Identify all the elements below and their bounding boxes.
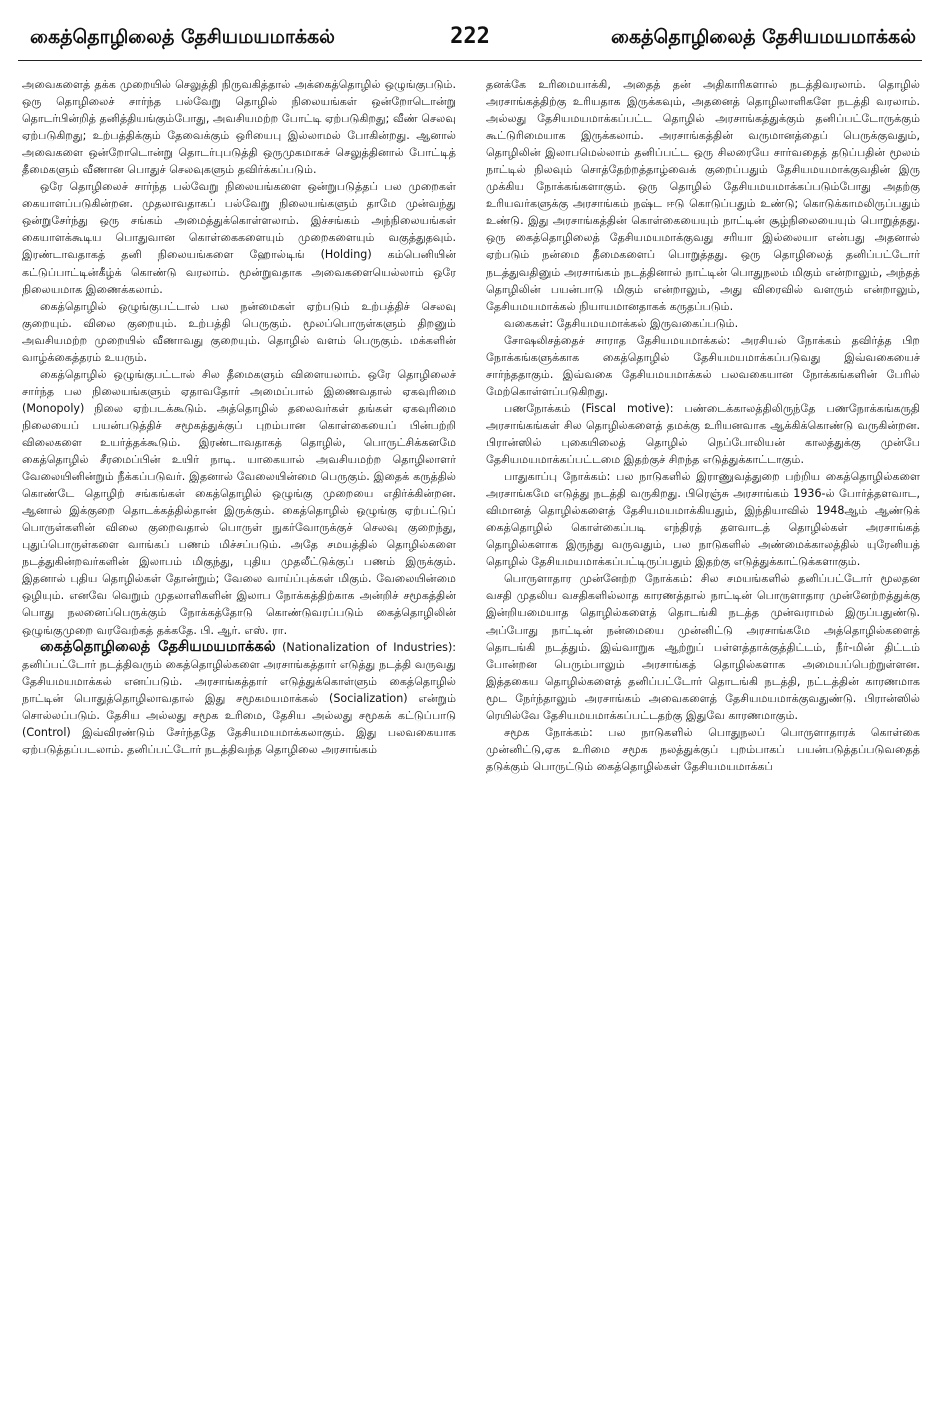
page-number: 222 bbox=[450, 24, 490, 49]
paragraph: வகைகள்: தேசியமயமாக்கல் இருவகைப்படும். bbox=[504, 316, 739, 330]
paragraph: கைத்தொழில் ஒழுங்குபட்டால் சில தீமைகளும் விளையலாம். ஒரே தொழிலைச் சார்ந்த பல நிலையங்களும் ஏதாவதோர் அமைப்பால் இணைவதால் ஏகவுரிமை (Monopoly) நிலை ஏற்படக்கூடும். அத்தொழில் தலைவர்கள் தங்கள் ஏகவுரிமை நிலையைப் பயன்படுத்திச் சமூகத்துக்குப் புறம்பான கொள்கையைப் பின்பற்றி விலைகளை உயர்த்தக்கூடும். இரண்டாவதாகத் தொழில், பொருட்சிக்கனமே கைத்தொழில் சீரமைப்பின் உயிர் நாடி. யாகையால் அவசியமற்ற தொழிலாளர் வேலையினின்றும் நீக்கப்படுவர். இதனால் வேலையின்மை பெருகும். இதைக் கருத்தில் கொண்டே தொழிற் சங்கங்கள் கைத்தொழில் ஒழுங்கு முறையை எதிர்க்கின்றன. ஆனால் இக்குறை தொடக்கத்தில்தான் இருக்கும். கைத்தொழில் ஒழுங்கு ஏற்பட்டுப் பொருள்களின் விலை குறைவதால் பொருள் நுகர்வோருக்குச் செலவு குறைந்து, புதுப்பொருள்களை வாங்கப் பணம் மிச்சப்படும். அதே சமயத்தில் தொழில்களை நடத்துகின்றவர்களின் இலாபம் மிகுந்து, புதிய முதலீட்டுக்குப் பணம் இருக்கும். இதனால் புதிய தொழில்கள் தோன்றும்; வேலை வாய்ப்புக்கள் மிகும். வேலையின்மை ஒழியும். எனவே வெறும் முதலாளிகளின் இலாப நோக்கத்திற்காக அன்றிச் சமூகத்தின் பொது நலனைப்பெருக்கும் நோக்கத்தோடு கொண்டுவரப்படும் கைத்தொழிலின் ஒழுங்குமுறை வரவேற்கத் தக்கதே. பி. ஆர். எஸ். ரா. bbox=[22, 367, 456, 637]
paragraph bbox=[486, 724, 920, 775]
paragraph: ஒரே தொழிலைச் சார்ந்த பல்வேறு நிலையங்களை ஒன்றுபடுத்தப் பல முறைகள் கையாளப்படுகின்றன. முதலாவதாகப் பல்வேறு நிலையங்களும் தாமே முன்வந்து ஒன்றுசேர்ந்து ஒரு சங்கம் அமைத்துக்கொள்ளலாம். இச்சங்கம் அந்நிலையங்கள் கையாளக்கூடிய பொதுவான கொள்கைகளையும் முறைகளையும் வகுத்துதவும். இரண்டாவதாகத் தனி நிலையங்களை ஹோல்டிங் (Holding) கம்பெனியின் கட்டுப்பாட்டின்கீழ்க் கொண்டு வரலாம். மூன்றுவதாக அவைகளையெல்லாம் ஒரே நிலையமாக இணைக்கலாம். bbox=[22, 180, 456, 296]
running-title-left: கைத்தொழிலைத் தேசியமயமாக்கல் bbox=[30, 26, 335, 48]
running-title-right: கைத்தொழிலைத் தேசியமயமாக்கல் bbox=[611, 26, 916, 48]
page-header bbox=[18, 26, 922, 61]
entry-term: (Nationalization of Industries): bbox=[282, 640, 457, 654]
left-column bbox=[22, 76, 456, 758]
paragraph: சோஷலிசத்தைச் சாராத தேசியமயமாக்கல்: அரசியல் நோக்கம் தவிர்த்த பிற நோக்கங்களுக்காக கைத்தொழில் தேசியமயமாக்கப்படுவது இவ்வகையைச் சார்ந்ததாகும். இவ்வகை தேசியமயமாக்கல் பலவகையான நோக்கங்களின் பேரில் மேற்கொள்ளப்படுகிறது. bbox=[486, 333, 920, 398]
subsection-body: பல நாடுகளில் பொதுநலப் பொருளாதாரக் கொள்கை முன்னிட்டு,ஏக உரிமை சமூக நலத்துக்குப் புறம்பாகப் பயன்படுத்தப்படுவதைத் தடுக்கும் பொருட்டும் கைத்தொழில்கள் தேசியமயமாக்கப் bbox=[486, 725, 920, 773]
paragraph: கைத்தொழில் ஒழுங்குபட்டால் பல நன்மைகள் ஏற்படும் உற்பத்திச் செலவு குறையும். விலை குறையும். உற்பத்தி பெருகும். மூலப்பொருள்களும் திறனும் அவசியமற்ற முறையில் வீணாவது குறையும். தொழில் வளம் பெருகும். மக்களின் வாழ்க்கைத்தரம் உயரும். bbox=[22, 299, 456, 364]
subsection-lead: பொருளாதார முன்னேற்ற நோக்கம்: bbox=[504, 572, 693, 586]
entry-body: தனிப்பட்டோர் நடத்திவரும் கைத்தொழில்களை அரசாங்கத்தார் எடுத்து நடத்தி வருவது தேசியமயமாக்கல் எனப்படும். அரசாங்கத்தார் எடுத்துக்கொள்ளும் கைத்தொழில் நாட்டின் பொதுத்தொழிலாவதால் இது சமூகமயமாக்கல் (Socialization) என்றும் சொல்லப்படும். தேசிய அல்லது சமூக உரிமை, தேசிய அல்லது சமூகக் கட்டுப்பாடு (Control) இவ்விரண்டும் சேர்ந்ததே தேசியமயமாக்கலாகும். இது பலவகையாக ஏற்படுத்தப்படலாம். தனிப்பட்டோர் நடத்திவந்த தொழிலை அரசாங்கம் bbox=[22, 657, 456, 756]
entry-paragraph bbox=[22, 639, 456, 758]
subsection-body: சில சமயங்களில் தனிப்பட்டோர் மூலதன வசதி முதலிய வசதிகளில்லாத காரணத்தால் நாட்டின் பொருளாதார முன்னேற்றத்துக்கு இன்றியமையாத தொழில்களைத் தொடங்கி நடத்த முன்வராமல் இருப்பதுண்டு. அப்போது நாட்டின் நன்மையை முன்னிட்டு அரசாங்கமே அத்தொழில்களைத் தொடங்கி நடத்தும். இவ்வாறுக ஆற்றுப் பள்ளத்தாக்குத்திட்டம், நீர்-மின் திட்டம் போன்றன பெரும்பாலும் அரசாங்கத் தொழில்களாக அமையப்பெற்றுள்ளன. இத்தகைய தொழில்களைத் தனிப்பட்டோர் தொடங்கி நடத்தி, நட்டத்தின் காரணமாக மூட நேர்ந்தாலும் அரசாங்கம் அவைகளைத் தேசியமயமாக்குவதுண்டு. பிரான்ஸில் ரெயில்வே தேசியமயமாக்கப்பட்டதற்கு இதுவே காரணமாகும். bbox=[486, 572, 920, 722]
subsection-body: பல நாடுகளில் இராணுவத்துறை பற்றிய கைத்தொழில்களை அரசாங்கமே எடுத்து நடத்தி வருகிறது. பிரெஞ்சு அரசாங்கம் 1936-ல் போர்த்தளவாட, விமானத் தொழில்களைத் தேசியமயமாக்கியதும், இந்தியாவில் 1948ஆம் ஆண்டுக் கைத்தொழில் கொள்கைப்படி எந்திரத் தளவாடத் தொழில்கள் அரசாங்கத் தொழில்களாக இருந்து வருவதும், பல நாடுகளில் அண்மைக்காலத்தில் யுரேனியத் தொழில் தேசியமயமாக்கப்பட்டிருப்பதும் இதற்கு எடுத்துக்காட்டுக்களாகும். bbox=[486, 470, 921, 569]
paragraph: அவைகளைத் தக்க முறையில் செலுத்தி நிருவகித்தால் அக்கைத்தொழில் ஒழுங்குபடும். ஒரு தொழிலைச் சார்ந்த பல்வேறு தொழில் நிலையங்கள் ஒன்றோடொன்று தொடர்பின்றித் தனித்தியங்கும்போது, அவசியமற்ற போட்டி ஏற்படுகிறது; வீண் செலவு ஏற்படுகிறது; உற்பத்திக்கும் தேவைக்கும் ஒரியைபு இல்லாமல் போகின்றது. ஆனால் அவைகளை ஒன்றோடொன்று தொடர்புபடுத்தி ஒருமுகமாகச் செலுத்தினால் போட்டித் தீமைகளும் வீணான பொதுச் செலவுகளும் தவிர்க்கப்படும். bbox=[22, 78, 456, 177]
subsection-lead: பாதுகாப்பு நோக்கம்: bbox=[504, 470, 611, 484]
paragraph bbox=[486, 400, 920, 468]
paragraph: தனக்கே உரிமையாக்கி, அதைத் தன் அதிகாரிகளால் நடத்திவரலாம். தொழில் அரசாங்கத்திற்கு உரியதாக இருக்கவும், அதனைத் தொழிலாளிகளே நடத்தி வரலாம். அல்லது தேசியமயமாக்கப்பட்ட தொழில் அரசாங்கத்துக்கும் தனிப்பட்டோருக்கும் கூட்டுரிமையாக இருக்கலாம். அரசாங்கத்தின் வருமானத்தைப் பெருக்குவதும், தொழிலின் இலாபமெல்லாம் தனிப்பட்ட ஒரு சிலரையே சார்வதைத் தடுப்பதின் மூலம் நாட்டில் நிலவும் சொத்தேற்றத்தாழ்வைக் குறைப்பதும் தேசியமயமாக்குவதின் இரு முக்கிய நோக்கங்களாகும். ஒரு தொழில் தேசியமயமாக்கப்படும்போது அதற்கு உரியவர்களுக்கு அரசாங்கம் நஷ்ட ஈடு கொடுப்பதும் உண்டு; கொடுக்காமலிருப்பதும் உண்டு. இது அரசாங்கத்தின் கொள்கையையும் நாட்டின் சூழ்நிலையையும் பொறுத்தது. ஒரு கைத்தொழிலைத் தேசியமயமாக்குவது சரியா இல்லையா என்பது அதனால் ஏற்படும் நன்மை தீமைகளைப் பொறுத்தது. ஒரு தொழிலைத் தனிப்பட்டோர் நடத்துவதினும் அரசாங்கம் நடத்தினால் நாட்டின் பொதுநலம் மிகும் என்றாலும், அந்தத் தொழிலின் பயன்பாடு மிகும் என்றாலும், அது விரைவில் வளரும் என்றாலும், தேசியமயமாக்கல் நியாயமானதாகக் கருதப்படும். bbox=[486, 78, 920, 313]
subsection-body: பண்டைக்காலத்திலிருந்தே பணநோக்கங்கருதி அரசாங்கங்கள் சில தொழில்களைத் தமக்கு உரியனவாக ஆக்கிக்கொண்டு வருகின்றன. பிரான்ஸில் புகையிலைத் தொழில் நெப்போலியன் காலத்துக்கு முன்பே தேசியமயமாக்கப்பட்டமை இதற்குச் சிறந்த எடுத்துக்காட்டாகும். bbox=[486, 401, 921, 467]
right-column bbox=[486, 76, 920, 775]
subsection-lead: பணநோக்கம் (Fiscal motive): bbox=[504, 401, 674, 415]
entry-title: கைத்தொழிலைத் தேசியமயமாக்கல் bbox=[40, 638, 276, 655]
paragraph bbox=[486, 468, 920, 570]
paragraph bbox=[486, 570, 920, 723]
subsection-lead: சமூக நோக்கம்: bbox=[504, 725, 593, 739]
